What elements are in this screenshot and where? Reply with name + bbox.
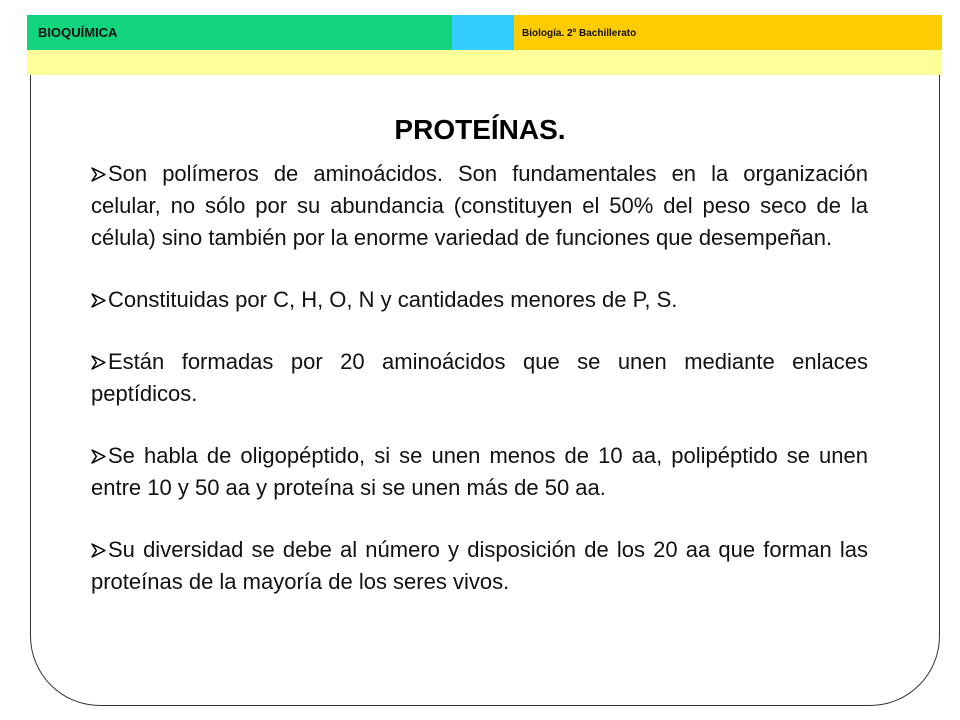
- header-subject-label: BIOQUÍMICA: [38, 25, 118, 40]
- bullet-text: Están formadas por 20 aminoácidos que se unen mediante enlaces peptídicos.: [91, 349, 868, 406]
- bullet-item: [91, 284, 868, 316]
- arrowhead-bullet-icon: [91, 449, 106, 464]
- bullet-text: Constituidas por C, H, O, N y cantidades menores de P, S.: [108, 287, 678, 312]
- arrowhead-bullet-icon: [91, 167, 106, 182]
- arrowhead-bullet-icon: [91, 543, 106, 558]
- bullet-item: [91, 346, 868, 410]
- arrowhead-bullet-icon: [91, 355, 106, 370]
- bullet-text: Su diversidad se debe al número y disposición de los 20 aa que forman las proteínas de la mayoría de los seres vivos.: [91, 537, 868, 594]
- arrowhead-bullet-icon: [91, 293, 106, 308]
- slide-title: PROTEÍNAS.: [394, 114, 566, 145]
- header-course-label: Biología. 2º Bachillerato: [522, 28, 637, 39]
- bullet-list: [91, 158, 868, 628]
- bullet-text: Se habla de oligopéptido, si se unen menos de 10 aa, polipéptido se unen entre 10 y 50 aa y proteína si se unen más de 50 aa.: [91, 443, 868, 500]
- bullet-item: [91, 534, 868, 598]
- header-bar-cyan: [452, 15, 514, 50]
- bullet-item: [91, 158, 868, 254]
- header-bar-light: [27, 50, 942, 75]
- bullet-text: Son polímeros de aminoácidos. Son fundamentales en la organización celular, no sólo por su abundancia (constituyen el 50% del peso seco de la célula) sino también por la enorme variedad de funciones que desempeñan.: [91, 161, 868, 250]
- bullet-item: [91, 440, 868, 504]
